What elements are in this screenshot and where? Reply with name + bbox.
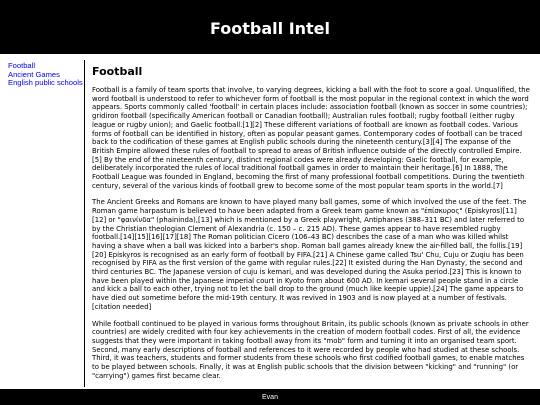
sidebar-link-ancient-games[interactable]: Ancient Games: [8, 69, 60, 79]
footer-text: Evan: [262, 393, 278, 401]
site-title: Football Intel: [209, 18, 331, 38]
sidebar-divider: [84, 60, 85, 387]
article-paragraph: While football continued to be played in various forms throughout Britain, its public schools (known as private schools in other countries) are widely credited with four key achievements in the creation of modern football codes. First of all, the evidence suggests that they were important in taking football away from its "mob" form and turning it into an organised team sport. Second, many early descriptions of football and references to it were recorded by people who had studied at these schools. Third, it was teachers, students and former students from these schools who first codified football games, to enable matches to be played between schools. Finally, it was at English public schools that the division between "kicking" and "running" (or "carrying") games first became clear.: [92, 319, 529, 380]
site-footer: [0, 389, 540, 405]
article-heading: Football: [92, 65, 143, 78]
article-paragraph: The Ancient Greeks and Romans are known to have played many ball games, some of which involved the use of the feet. The Roman game harpastum is believed to have been adapted from a Greek team game known as "ἐπίσκυρος" (Episkyros)[11][12] or "φαινίνδα" (phaininda),[13] which is mentioned by a Greek playwright, Antiphanes (388–311 BC) and later referred to by the Christian theologian Clement of Alexandria (c. 150 – c. 215 AD). These games appear to have resembled rugby football.[14][15][16][17][18] The Roman politician Cicero (106–43 BC) describes the case of a man who was killed whilst having a shave when a ball was kicked into a barber's shop. Roman ball games already knew the air-filled ball, the follis.[19][20] Episkyros is recognised as an early form of football by FIFA.[21] A Chinese game called Tsu' Chu, Cuju or Zuqiu has been recognised by FIFA as the first version of the game with regular rules.[22] It existed during the Han Dynasty, the second and third centuries BC. The Japanese version of cuju is kemari, and was developed during the Asuka period.[23] This is known to have been played within the Japanese imperial court in Kyoto from about 600 AD. In kemari several people stand in a circle and kick a ball to each other, trying not to let the ball drop to the ground (much like keepie uppie).[24] The game appears to have died out sometime before the mid-19th century. It was revived in 1903 and is now played at a number of festivals.[citation needed]: [92, 198, 527, 311]
sidebar-nav: [8, 62, 84, 88]
article-paragraph: Football is a family of team sports that involve, to varying degrees, kicking a ball with the foot to score a goal. Unqualified, the word football is understood to refer to whichever form of football is the most popular in the regional context in which the word appears. Sports commonly called 'football' in certain places include: association football (known as soccer in some countries); gridiron football (specifically American football or Canadian football); Australian rules football; rugby football (either rugby league or rugby union); and Gaelic football.[1][2] These different variations of football are known as football codes. Various forms of football can be identified in history, often as popular peasant games. Contemporary codes of football can be traced back to the codification of these games at English public schools during the nineteenth century.[3][4] The expanse of the British Empire allowed these rules of football to spread to areas of British influence outside of the directly controlled Empire.[5] By the end of the nineteenth century, distinct regional codes were already developing: Gaelic football, for example, deliberately incorporated the rules of local traditional football games in order to maintain their heritage.[6] In 1888, The Football League was founded in England, becoming the first of many professional football competitions. During the twentieth century, several of the various kinds of football grew to become some of the most popular team sports in the world.[7]: [92, 86, 530, 190]
main-content: [92, 65, 530, 389]
sidebar-link-english-public-schools[interactable]: English public schools: [8, 78, 83, 88]
site-header: [0, 0, 540, 54]
sidebar-link-football[interactable]: Football: [8, 61, 36, 70]
